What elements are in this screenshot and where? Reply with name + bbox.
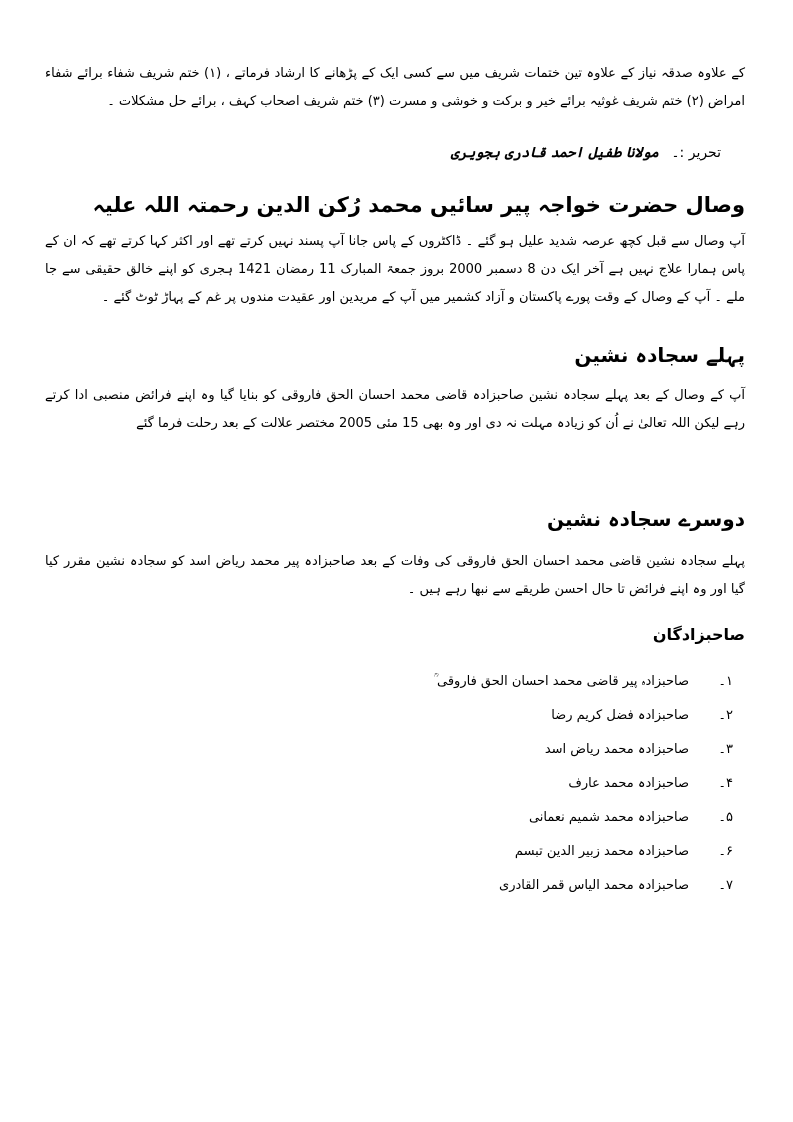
first-sajjada-heading: پہلے سجادہ نشین bbox=[574, 343, 745, 367]
list-item-name: صاحبزادہ محمد زبیر الدین تبسم bbox=[514, 843, 689, 859]
list-item-number: ۴۔ bbox=[718, 775, 733, 791]
list-item-name: صاحبزادہ محمد ریاض اسد bbox=[544, 741, 689, 757]
list-item bbox=[434, 766, 733, 800]
wisal-paragraph: آپ وصال سے قبل کچھ عرصہ شدید علیل ہو گئے ۔ ڈاکٹروں کے پاس جانا آپ پسند نہیں کرتے تھے اور اکثر کہا کرتے تھے کہ ان کے پاس ہمارا علاج نہیں ہے آخر ایک دن 8 دسمبر 2000 بروز جمعۃ المبارک 11 رمضان 1421 ہجری کو اپنے خالق حقیقی سے جا ملے ۔ آپ کے وصال کے وقت پورے پاکستان و آزاد کشمیر میں آپ کے مریدین اور عقیدت مندوں پر غم کے پہاڑ ٹوٹ گئے ۔ bbox=[45, 234, 746, 305]
first-sajjada-paragraph: آپ کے وصال کے بعد پہلے سجادہ نشین صاحبزادہ قاضی محمد احسان الحق فاروقی کو بنایا گیا وہ اپنے فرائض منصبی ادا کرتے رہے لیکن اللہ تعالیٰ نے اُن کو زیادہ مہلت نہ دی اور وہ بھی 15 مئی 2005 مختصر علالت کے بعد رحلت فرما گئے bbox=[45, 388, 745, 431]
list-item-name: صاحبزادہ پیر قاضی محمد احسان الحق فاروقی ؒ bbox=[433, 673, 689, 689]
intro-paragraph: کے علاوہ صدقہ نیاز کے علاوہ تین ختمات شریف میں سے کسی ایک کے پڑھانے کا ارشاد فرماتے ، (۱) ختم شریف شفاء برائے شفاء امراض (۲) ختم شریف غوثیہ برائے خیر و برکت و خوشی و مسرت (۳) ختم شریف اصحاب کہف ، برائے حل مشکلات ۔ bbox=[45, 66, 746, 109]
author-name: مولانا طفیل احمد قادری ہجویری bbox=[450, 145, 659, 161]
list-item-number: ۱۔ bbox=[718, 673, 733, 689]
list-item bbox=[434, 800, 733, 834]
list-item-name: صاحبزادہ محمد الیاس قمر القادری bbox=[499, 877, 689, 893]
list-item bbox=[434, 664, 733, 698]
list-item bbox=[434, 698, 733, 732]
author-label: تحریر :۔ bbox=[671, 145, 721, 161]
list-item bbox=[434, 834, 733, 868]
list-item bbox=[434, 732, 733, 766]
second-sajjada-heading: دوسرے سجادہ نشین bbox=[546, 507, 745, 531]
list-item-number: ۵۔ bbox=[718, 809, 733, 825]
list-item-number: ۳۔ bbox=[718, 741, 733, 757]
second-sajjada-paragraph: پہلے سجادہ نشین قاضی محمد احسان الحق فاروقی کی وفات کے بعد صاحبزادہ پیر محمد ریاض اسد کو سجادہ نشین مقرر کیا گیا اور وہ اپنے فرائض تا حال احسن طریقے سے نبھا رہے ہیں ۔ bbox=[45, 554, 745, 597]
list-item-number: ۲۔ bbox=[718, 707, 733, 723]
list-item-number: ۷۔ bbox=[718, 877, 733, 893]
list-item bbox=[434, 868, 733, 902]
list-item-name: صاحبزادہ محمد شمیم نعمانی bbox=[528, 809, 689, 825]
author-line bbox=[451, 140, 721, 166]
list-item-name: صاحبزادہ محمد عارف bbox=[568, 775, 689, 791]
sons-list bbox=[434, 664, 733, 902]
list-item-number: ۶۔ bbox=[718, 843, 733, 859]
wisal-heading: وصال حضرت خواجہ پیر سائیں محمد رُکن الدین رحمتہ اللہ علیہ bbox=[92, 193, 745, 217]
sons-heading: صاحبزادگان bbox=[652, 625, 745, 644]
list-item-name: صاحبزادہ فضل کریم رضا bbox=[551, 707, 689, 723]
